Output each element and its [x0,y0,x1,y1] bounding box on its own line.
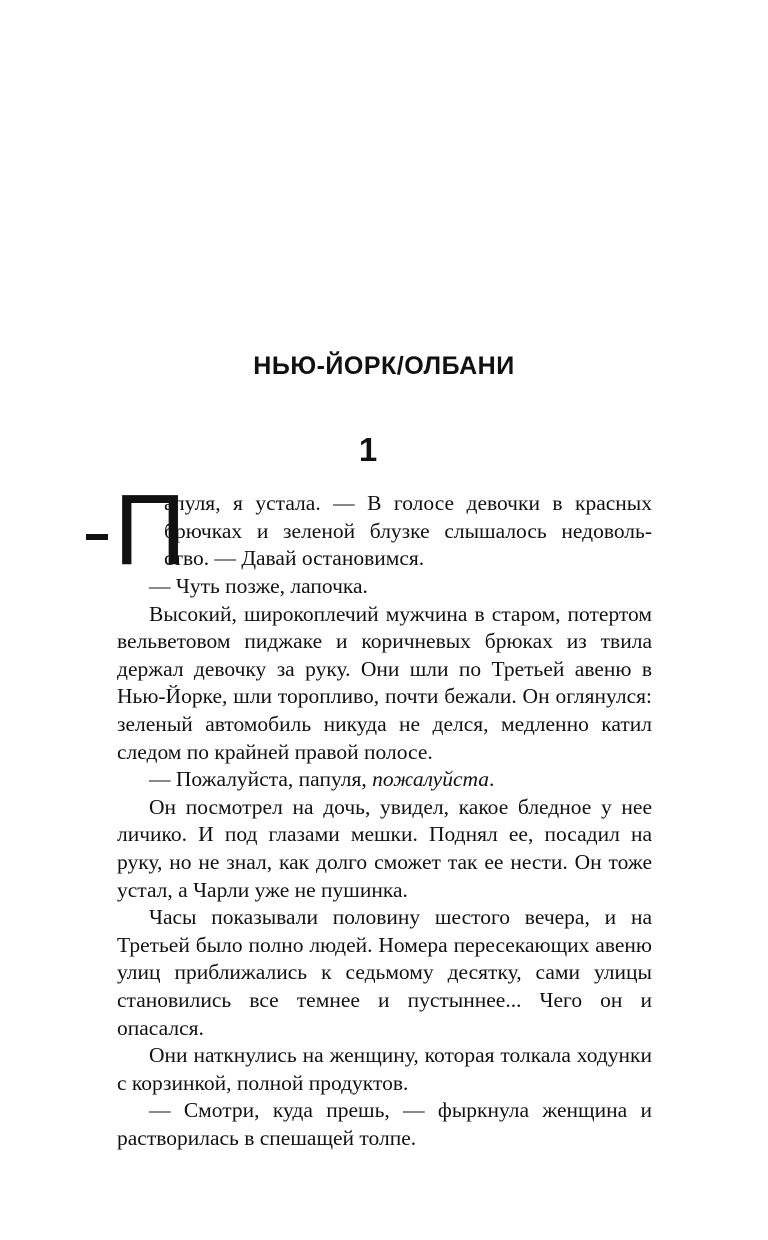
paragraph: Он посмотрел на дочь, увидел, какое бледное у нее личико. И под глазами мешки. Поднял ее, посадил на руку, но не знал, как долго сможет так ее нести. Он тоже устал, а Чарли уже не пушинка. [117,794,652,902]
paragraph-punctuation: . [489,767,495,792]
first-paragraph-line: ство. — Давай остановимся. [164,546,425,571]
paragraph-text: — Пожалуйста, папуля, [149,767,373,792]
paragraph: Часы показывали половину шестого вечера, и на Третьей было полно людей. Номера пересекающих авеню улиц приближались к седьмому десятку, сами улицы становились все темнее и пустыннее... Чего он и опасался. [117,905,652,1040]
paragraph: Они наткнулись на женщину, которая толкала ходунки с корзинкой, полной продуктов. [117,1043,652,1095]
part-title: НЬЮ-ЙОРК/ОЛБАНИ [253,352,515,380]
paragraph [117,766,652,794]
italic-emphasis: пожалуйста [372,767,490,792]
first-paragraph-line: брючках и зеленой блузке слышалось недоволь- [164,518,652,543]
first-paragraph [164,490,652,573]
paragraph: Высокий, широкоплечий мужчина в старом, потертом вельветовом пиджаке и коричневых брюках из твила держал девочку за руку. Они шли по Третьей авеню в Нью-Йорке, шли торопливо, почти бежали. Он оглянулся: зеленый автомобиль никуда не делся, медленно катил следом по крайней правой полосе. [117,601,652,764]
paragraph: — Чуть позже, лапочка. [149,574,368,598]
first-paragraph-line: апуля, я устала. — В голосе девочки в красных [164,491,652,515]
drop-cap-dash [86,534,108,540]
drop-cap-letter: П [114,474,186,586]
drop-cap [80,474,186,586]
body-text [117,573,652,1152]
chapter-number: 1 [358,431,378,468]
paragraph: — Смотри, куда прешь, — фыркнула женщина и растворилась в спешащей толпе. [117,1098,652,1150]
